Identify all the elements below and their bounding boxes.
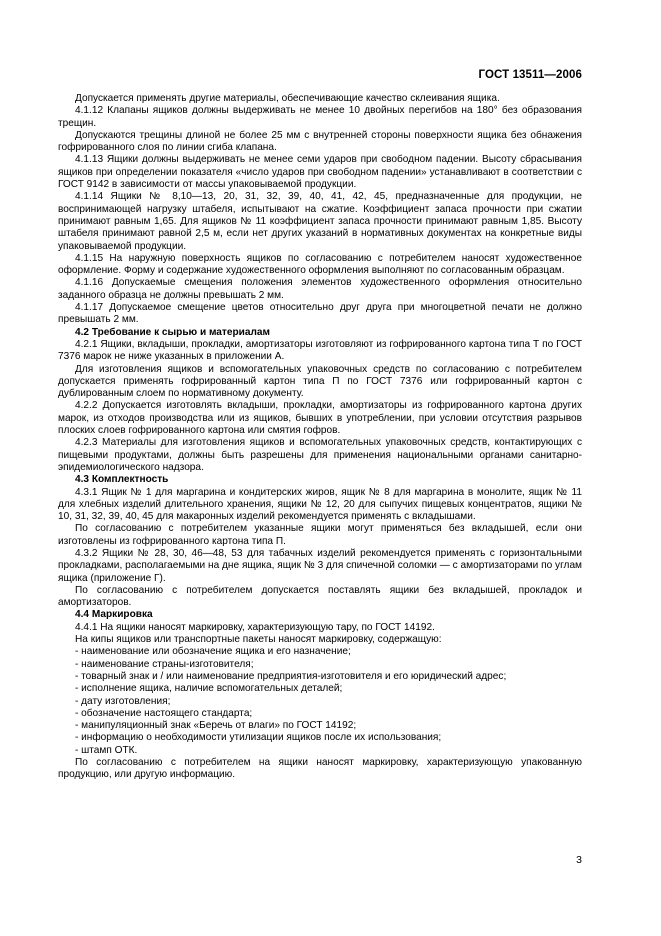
- list-item: - дату изготовления;: [75, 695, 171, 707]
- list-item: - наименование или обозначение ящика и его назначение;: [75, 646, 351, 658]
- document-body: [58, 93, 582, 782]
- paragraph: 4.1.12 Клапаны ящиков должны выдерживать не менее 10 двойных перегибов на 180° без образования трещин.: [58, 105, 582, 129]
- paragraph: 4.2.1 Ящики, вкладыши, прокладки, амортизаторы изготовляют из гофрированного картона типа Т по ГОСТ 7376 марок не ниже указанных в приложении А.: [58, 338, 582, 363]
- section-heading: 4.3 Комплектность: [75, 474, 169, 486]
- paragraph: По согласованию с потребителем допускается поставлять ящики без вкладышей, прокладок и амортизаторов.: [58, 584, 582, 609]
- paragraph: На кипы ящиков или транспортные пакеты наносят маркировку, содержащую:: [75, 634, 442, 646]
- paragraph: Допускаются трещины длиной не более 25 мм с внутренней стороны поверхности ящика без обнажения гофрированного слоя по линии сгиба клапана.: [58, 129, 582, 154]
- paragraph: 4.1.16 Допускаемые смещения положения элементов художественного оформления относительно заданного образца не должны превышать 2 мм.: [58, 277, 582, 301]
- paragraph: 4.1.17 Допускаемое смещение цветов относительно друг друга при многоцветной печати не должно превышать 2 мм.: [58, 302, 582, 326]
- paragraph: 4.3.1 Ящик № 1 для маргарина и кондитерских жиров, ящик № 8 для маргарина в монолите, ящик № 11 для хлебных изделий длительного хранения, ящики № 12, 20 для сыпучих пищевых концентратов, ящики № 10, 31, 32, 39, 40, 45 для макаронных изделий рекомендуется применять с вкладышами.: [58, 486, 582, 523]
- paragraph: 4.1.14 Ящики № 8,10—13, 20, 31, 32, 39, 40, 41, 42, 45, предназначенные для продукции, не воспринимающей нагрузку штабеля, испытывают на сжатие. Коэффициент запаса прочности при сжатии принимают равным 1,65. Для ящиков № 11 коэффициент запаса прочности принимают равным 1,85. Высоту штабеля принимают равной 2,5 м, если нет других указаний в нормативных документах на конкретные виды упаковываемой продукции.: [58, 191, 582, 252]
- paragraph: 4.2.2 Допускается изготовлять вкладыши, прокладки, амортизаторы из гофрированного картона других марок, из отходов производства или из ящиков, бывших в употреблении, при условии отсутствия разрывов плоских слоев гофрированного картона или смятия гофров.: [58, 400, 582, 437]
- paragraph: 4.4.1 На ящики наносят маркировку, характеризующую тару, по ГОСТ 14192.: [75, 621, 435, 633]
- paragraph: 4.3.2 Ящики № 28, 30, 46—48, 53 для табачных изделий рекомендуется применять с горизонтальными прокладками, располагаемыми на дне ящика, ящик № 3 для спичечной соломки — с амортизаторами по углам ящика (приложение Г).: [58, 547, 582, 584]
- paragraph: Допускается применять другие материалы, обеспечивающие качество склеивания ящика.: [75, 93, 500, 104]
- list-item: - манипуляционный знак «Беречь от влаги» по ГОСТ 14192;: [75, 720, 357, 732]
- document-header: ГОСТ 13511—2006: [478, 69, 582, 81]
- list-item: - исполнение ящика, наличие вспомогательных деталей;: [75, 683, 343, 695]
- list-item: - информацию о необходимости утилизации ящиков после их использования;: [75, 732, 442, 744]
- section-heading: 4.2 Требование к сырью и материалам: [75, 326, 270, 338]
- section-heading: 4.4 Маркировка: [75, 609, 153, 621]
- marking-list: [58, 646, 582, 757]
- list-item: - штамп ОТК.: [75, 744, 138, 756]
- paragraph: 4.1.15 На наружную поверхность ящиков по согласованию с потребителем наносят художественное оформление. Форму и содержание художественного оформления выполняют по согласованным образцам.: [58, 252, 582, 277]
- paragraph: По согласованию с потребителем указанные ящики могут применяться без вкладышей, если они изготовлены из гофрированного картона типа П.: [58, 523, 582, 547]
- page-number: 3: [576, 854, 582, 866]
- list-item: - обозначение настоящего стандарта;: [75, 707, 253, 719]
- paragraph: 4.2.3 Материалы для изготовления ящиков и вспомогательных упаковочных средств, контактирующих с пищевыми продуктами, должны быть разрешены для применения национальными органами санитарно-эпидемиологического надзора.: [58, 437, 582, 473]
- paragraph: Для изготовления ящиков и вспомогательных упаковочных средств по согласованию с потребителем допускается применять гофрированный картон типа П по ГОСТ 7376 или гофрированный картон с дублированным слоем по нормативному документу.: [58, 363, 582, 400]
- list-item: - наименование страны-изготовителя;: [75, 658, 254, 670]
- paragraph: 4.1.13 Ящики должны выдерживать не менее семи ударов при свободном падении. Высоту сбрасывания ящиков при определении показателя «число ударов при свободном падении» устанавливают в соответствии с ГОСТ 9142 в зависимости от массы упаковываемой продукции.: [58, 154, 582, 191]
- paragraph: По согласованию с потребителем на ящики наносят маркировку, характеризующую упакованную продукцию, или другую информацию.: [58, 757, 582, 781]
- list-item: - товарный знак и / или наименование предприятия-изготовителя и его юридический адрес;: [75, 670, 507, 682]
